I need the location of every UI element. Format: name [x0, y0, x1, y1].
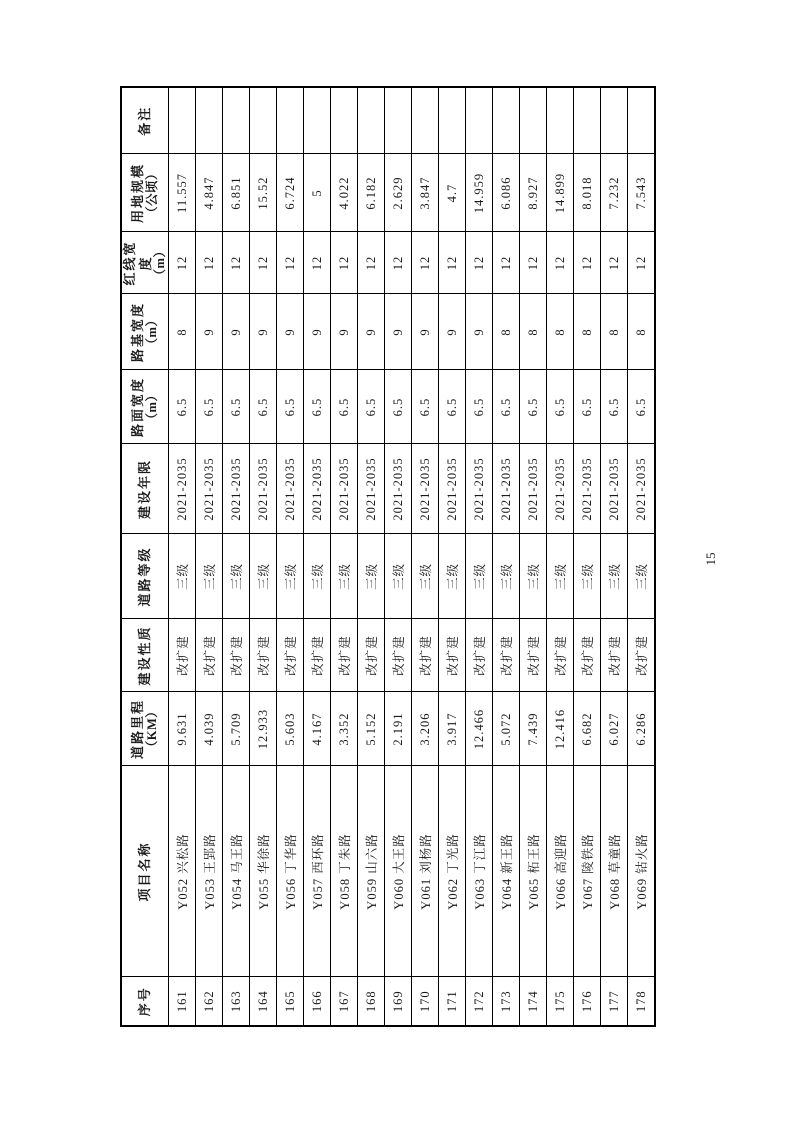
cell-build-period: 2021-2035	[196, 444, 223, 534]
cell-road-grade: 三级	[520, 534, 547, 619]
cell-road-mileage: 6.027	[601, 692, 628, 766]
table-row	[385, 87, 412, 1026]
cell-road-mileage: 6.682	[574, 692, 601, 766]
col-header-label: 序号	[137, 986, 153, 1017]
col-header-label: 项目名称	[137, 841, 153, 902]
table-row	[439, 87, 466, 1026]
cell-project-name: Y058 丁朱路	[331, 766, 358, 977]
cell-roadbed-width: 8	[169, 294, 196, 370]
cell-pavement-width: 6.5	[250, 370, 277, 444]
cell-project-name: Y066 高迎路	[547, 766, 574, 977]
cell-index: 165	[277, 977, 304, 1026]
cell-build-period: 2021-2035	[574, 444, 601, 534]
cell-pavement-width: 6.5	[223, 370, 250, 444]
col-header-unit: （公顷）	[145, 167, 160, 220]
cell-index: 166	[304, 977, 331, 1026]
cell-build-nature: 改扩建	[277, 619, 304, 692]
cell-road-grade: 三级	[574, 534, 601, 619]
cell-land-scale: 6.851	[223, 154, 250, 232]
cell-road-mileage: 3.352	[331, 692, 358, 766]
cell-redline-width: 12	[520, 232, 547, 294]
col-header-label: 道路等级	[137, 546, 153, 607]
cell-roadbed-width: 9	[196, 294, 223, 370]
cell-road-mileage: 6.286	[628, 692, 655, 766]
col-header-label: 道路里程	[129, 699, 145, 760]
cell-road-mileage: 4.167	[304, 692, 331, 766]
cell-project-name: Y063 丁江路	[466, 766, 493, 977]
cell-pavement-width: 6.5	[169, 370, 196, 444]
cell-land-scale: 8.018	[574, 154, 601, 232]
col-header-index	[121, 977, 169, 1026]
cell-road-grade: 三级	[277, 534, 304, 619]
cell-build-nature: 改扩建	[574, 619, 601, 692]
cell-index: 169	[385, 977, 412, 1026]
cell-land-scale: 3.847	[412, 154, 439, 232]
cell-index: 162	[196, 977, 223, 1026]
table-row	[547, 87, 574, 1026]
cell-land-scale: 6.086	[493, 154, 520, 232]
cell-road-grade: 三级	[250, 534, 277, 619]
table-row	[493, 87, 520, 1026]
cell-build-nature: 改扩建	[358, 619, 385, 692]
col-header-label: 路面宽度	[129, 377, 145, 438]
cell-index: 172	[466, 977, 493, 1026]
col-header-unit: （m）	[145, 388, 160, 426]
table-row	[169, 87, 196, 1026]
cell-land-scale: 4.7	[439, 154, 466, 232]
cell-remark	[304, 87, 331, 154]
cell-land-scale: 6.724	[277, 154, 304, 232]
cell-project-name: Y056 丁华路	[277, 766, 304, 977]
cell-build-period: 2021-2035	[385, 444, 412, 534]
cell-project-name: Y061 刘杨路	[412, 766, 439, 977]
cell-build-period: 2021-2035	[547, 444, 574, 534]
cell-land-scale: 14.899	[547, 154, 574, 232]
cell-remark	[547, 87, 574, 154]
cell-project-name: Y065 柘王路	[520, 766, 547, 977]
col-header-label: 建设性质	[137, 625, 153, 686]
cell-pavement-width: 6.5	[628, 370, 655, 444]
cell-build-period: 2021-2035	[601, 444, 628, 534]
col-header-project-name	[121, 766, 169, 977]
cell-build-nature: 改扩建	[169, 619, 196, 692]
table-row	[574, 87, 601, 1026]
cell-remark	[250, 87, 277, 154]
cell-build-nature: 改扩建	[439, 619, 466, 692]
cell-remark	[601, 87, 628, 154]
cell-index: 171	[439, 977, 466, 1026]
cell-build-period: 2021-2035	[304, 444, 331, 534]
cell-road-mileage: 4.039	[196, 692, 223, 766]
cell-pavement-width: 6.5	[385, 370, 412, 444]
cell-index: 170	[412, 977, 439, 1026]
cell-remark	[466, 87, 493, 154]
cell-redline-width: 12	[493, 232, 520, 294]
table-row	[304, 87, 331, 1026]
cell-pavement-width: 6.5	[304, 370, 331, 444]
cell-build-nature: 改扩建	[628, 619, 655, 692]
cell-build-nature: 改扩建	[601, 619, 628, 692]
cell-road-grade: 三级	[412, 534, 439, 619]
col-header-label: 红线宽度	[122, 240, 153, 286]
cell-build-nature: 改扩建	[250, 619, 277, 692]
cell-index: 168	[358, 977, 385, 1026]
cell-index: 175	[547, 977, 574, 1026]
cell-index: 161	[169, 977, 196, 1026]
cell-roadbed-width: 9	[358, 294, 385, 370]
col-header-road-grade	[121, 534, 169, 619]
cell-build-period: 2021-2035	[277, 444, 304, 534]
col-header-label: 备注	[137, 105, 153, 136]
cell-roadbed-width: 9	[277, 294, 304, 370]
col-header-unit: （KM）	[145, 704, 160, 754]
table-row	[412, 87, 439, 1026]
cell-pavement-width: 6.5	[547, 370, 574, 444]
cell-pavement-width: 6.5	[277, 370, 304, 444]
cell-road-mileage: 7.439	[520, 692, 547, 766]
cell-roadbed-width: 8	[493, 294, 520, 370]
table-row	[358, 87, 385, 1026]
cell-land-scale: 6.182	[358, 154, 385, 232]
cell-pavement-width: 6.5	[574, 370, 601, 444]
col-header-road-mileage	[121, 692, 169, 766]
cell-pavement-width: 6.5	[439, 370, 466, 444]
cell-redline-width: 12	[466, 232, 493, 294]
cell-road-grade: 三级	[547, 534, 574, 619]
table-row	[223, 87, 250, 1026]
col-header-redline-width	[121, 232, 169, 294]
cell-index: 176	[574, 977, 601, 1026]
cell-redline-width: 12	[250, 232, 277, 294]
cell-road-mileage: 12.466	[466, 692, 493, 766]
cell-project-name: Y059 山六路	[358, 766, 385, 977]
table-row	[628, 87, 655, 1026]
cell-road-grade: 三级	[493, 534, 520, 619]
cell-land-scale: 15.52	[250, 154, 277, 232]
cell-road-grade: 三级	[601, 534, 628, 619]
cell-project-name: Y054 马王路	[223, 766, 250, 977]
cell-project-name: Y052 兴松路	[169, 766, 196, 977]
cell-roadbed-width: 8	[547, 294, 574, 370]
col-header-unit: （m）	[145, 313, 160, 351]
cell-build-nature: 改扩建	[385, 619, 412, 692]
cell-index: 167	[331, 977, 358, 1026]
cell-build-nature: 改扩建	[493, 619, 520, 692]
cell-project-name: Y067 陵铁路	[574, 766, 601, 977]
cell-road-grade: 三级	[304, 534, 331, 619]
cell-road-mileage: 5.152	[358, 692, 385, 766]
table-row	[466, 87, 493, 1026]
cell-road-grade: 三级	[439, 534, 466, 619]
cell-pavement-width: 6.5	[520, 370, 547, 444]
cell-redline-width: 12	[439, 232, 466, 294]
cell-road-grade: 三级	[169, 534, 196, 619]
cell-roadbed-width: 9	[439, 294, 466, 370]
cell-remark	[358, 87, 385, 154]
cell-build-period: 2021-2035	[169, 444, 196, 534]
cell-project-name: Y057 西环路	[304, 766, 331, 977]
col-header-build-nature	[121, 619, 169, 692]
cell-land-scale: 5	[304, 154, 331, 232]
cell-redline-width: 12	[223, 232, 250, 294]
cell-redline-width: 12	[358, 232, 385, 294]
cell-roadbed-width: 9	[250, 294, 277, 370]
cell-roadbed-width: 9	[466, 294, 493, 370]
cell-build-nature: 改扩建	[223, 619, 250, 692]
cell-road-grade: 三级	[466, 534, 493, 619]
cell-road-mileage: 5.603	[277, 692, 304, 766]
cell-redline-width: 12	[385, 232, 412, 294]
cell-roadbed-width: 9	[331, 294, 358, 370]
cell-index: 164	[250, 977, 277, 1026]
cell-land-scale: 7.543	[628, 154, 655, 232]
col-header-build-period	[121, 444, 169, 534]
cell-project-name: Y064 新王路	[493, 766, 520, 977]
cell-roadbed-width: 8	[520, 294, 547, 370]
cell-remark	[574, 87, 601, 154]
cell-build-period: 2021-2035	[439, 444, 466, 534]
cell-roadbed-width: 9	[223, 294, 250, 370]
cell-redline-width: 12	[547, 232, 574, 294]
cell-project-name: Y053 王郢路	[196, 766, 223, 977]
cell-land-scale: 7.232	[601, 154, 628, 232]
cell-remark	[628, 87, 655, 154]
col-header-label: 建设年限	[137, 459, 153, 520]
cell-remark	[412, 87, 439, 154]
cell-land-scale: 8.927	[520, 154, 547, 232]
cell-road-mileage: 5.072	[493, 692, 520, 766]
cell-road-grade: 三级	[196, 534, 223, 619]
cell-road-grade: 三级	[358, 534, 385, 619]
cell-build-period: 2021-2035	[412, 444, 439, 534]
cell-pavement-width: 6.5	[358, 370, 385, 444]
cell-redline-width: 12	[412, 232, 439, 294]
cell-redline-width: 12	[196, 232, 223, 294]
cell-index: 173	[493, 977, 520, 1026]
cell-build-period: 2021-2035	[358, 444, 385, 534]
cell-roadbed-width: 9	[412, 294, 439, 370]
cell-roadbed-width: 8	[628, 294, 655, 370]
road-projects-table	[120, 86, 656, 1027]
cell-project-name: Y069 钴火路	[628, 766, 655, 977]
cell-road-mileage: 9.631	[169, 692, 196, 766]
cell-redline-width: 12	[601, 232, 628, 294]
cell-build-nature: 改扩建	[520, 619, 547, 692]
cell-roadbed-width: 9	[385, 294, 412, 370]
cell-road-mileage: 5.709	[223, 692, 250, 766]
col-header-remark	[121, 87, 169, 154]
col-header-roadbed-width	[121, 294, 169, 370]
col-header-label: 路基宽度	[129, 302, 145, 363]
cell-road-grade: 三级	[628, 534, 655, 619]
cell-land-scale: 4.022	[331, 154, 358, 232]
cell-index: 177	[601, 977, 628, 1026]
cell-build-nature: 改扩建	[412, 619, 439, 692]
cell-index: 178	[628, 977, 655, 1026]
col-header-label: 用地规模	[129, 163, 145, 224]
cell-remark	[520, 87, 547, 154]
table-row	[601, 87, 628, 1026]
cell-remark	[331, 87, 358, 154]
cell-roadbed-width: 8	[601, 294, 628, 370]
cell-index: 174	[520, 977, 547, 1026]
cell-remark	[277, 87, 304, 154]
table-row	[277, 87, 304, 1026]
cell-build-nature: 改扩建	[331, 619, 358, 692]
cell-pavement-width: 6.5	[412, 370, 439, 444]
cell-project-name: Y060 大王路	[385, 766, 412, 977]
cell-redline-width: 12	[574, 232, 601, 294]
cell-pavement-width: 6.5	[196, 370, 223, 444]
rotated-table-wrap	[120, 88, 656, 1027]
cell-remark	[196, 87, 223, 154]
cell-road-mileage: 3.206	[412, 692, 439, 766]
cell-project-name: Y068 草童路	[601, 766, 628, 977]
header-row	[121, 87, 169, 1026]
cell-build-nature: 改扩建	[196, 619, 223, 692]
cell-index: 163	[223, 977, 250, 1026]
cell-remark	[223, 87, 250, 154]
cell-remark	[385, 87, 412, 154]
cell-pavement-width: 6.5	[601, 370, 628, 444]
cell-road-mileage: 2.191	[385, 692, 412, 766]
cell-pavement-width: 6.5	[331, 370, 358, 444]
cell-redline-width: 12	[331, 232, 358, 294]
cell-pavement-width: 6.5	[466, 370, 493, 444]
cell-land-scale: 11.557	[169, 154, 196, 232]
cell-build-nature: 改扩建	[547, 619, 574, 692]
cell-road-grade: 三级	[385, 534, 412, 619]
page-number: 15	[703, 552, 718, 566]
cell-project-name: Y055 华徐路	[250, 766, 277, 977]
table-row	[520, 87, 547, 1026]
table-row	[331, 87, 358, 1026]
cell-remark	[169, 87, 196, 154]
cell-road-mileage: 3.917	[439, 692, 466, 766]
cell-redline-width: 12	[277, 232, 304, 294]
cell-land-scale: 14.959	[466, 154, 493, 232]
cell-roadbed-width: 8	[574, 294, 601, 370]
cell-build-period: 2021-2035	[520, 444, 547, 534]
table-row	[250, 87, 277, 1026]
cell-land-scale: 4.847	[196, 154, 223, 232]
cell-remark	[493, 87, 520, 154]
cell-build-period: 2021-2035	[628, 444, 655, 534]
table-row	[196, 87, 223, 1026]
cell-build-period: 2021-2035	[493, 444, 520, 534]
cell-build-nature: 改扩建	[304, 619, 331, 692]
cell-roadbed-width: 9	[304, 294, 331, 370]
col-header-unit: （m）	[153, 244, 168, 282]
cell-road-mileage: 12.933	[250, 692, 277, 766]
cell-build-period: 2021-2035	[331, 444, 358, 534]
cell-build-nature: 改扩建	[466, 619, 493, 692]
cell-project-name: Y062 丁光路	[439, 766, 466, 977]
cell-road-mileage: 12.416	[547, 692, 574, 766]
cell-remark	[439, 87, 466, 154]
cell-road-grade: 三级	[223, 534, 250, 619]
cell-build-period: 2021-2035	[466, 444, 493, 534]
cell-redline-width: 12	[304, 232, 331, 294]
cell-build-period: 2021-2035	[223, 444, 250, 534]
col-header-pavement-width	[121, 370, 169, 444]
cell-road-grade: 三级	[331, 534, 358, 619]
cell-pavement-width: 6.5	[493, 370, 520, 444]
cell-land-scale: 2.629	[385, 154, 412, 232]
cell-redline-width: 12	[628, 232, 655, 294]
cell-redline-width: 12	[169, 232, 196, 294]
col-header-land-scale	[121, 154, 169, 232]
cell-build-period: 2021-2035	[250, 444, 277, 534]
